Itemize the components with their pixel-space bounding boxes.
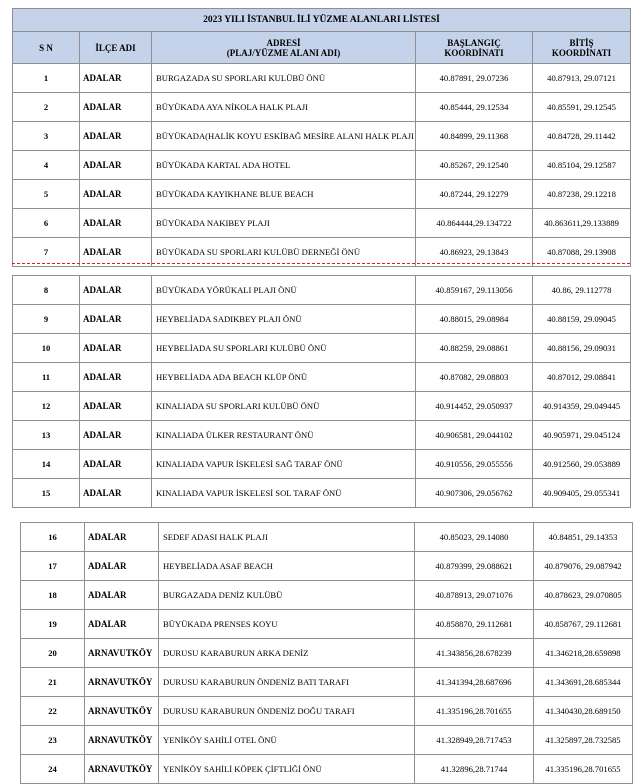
table-row xyxy=(21,697,633,726)
row-ilce: ARNAVUTKÖY xyxy=(85,755,159,784)
row-ilce: ADALAR xyxy=(80,363,152,392)
row-sn: 20 xyxy=(21,639,85,668)
table-row xyxy=(21,755,633,784)
table-row xyxy=(21,726,633,755)
row-bitis: 40.84851, 29.14353 xyxy=(534,523,633,552)
row-adres: HEYBELİADA ADA BEACH KLÜP ÖNÜ xyxy=(152,363,416,392)
row-sn: 15 xyxy=(13,479,80,508)
row-baslangic: 40.907306, 29.056762 xyxy=(416,479,533,508)
header-baslangic: BAŞLANGIÇ KOORDİNATI xyxy=(416,32,533,64)
row-bitis: 40.87913, 29.07121 xyxy=(533,64,631,93)
table-row xyxy=(13,64,631,93)
table-row xyxy=(13,363,631,392)
row-ilce: ADALAR xyxy=(85,581,159,610)
row-baslangic: 40.87244, 29.12279 xyxy=(416,180,533,209)
row-ilce: ADALAR xyxy=(80,334,152,363)
table-row xyxy=(13,180,631,209)
row-sn: 3 xyxy=(13,122,80,151)
row-baslangic: 40.87082, 29.08803 xyxy=(416,363,533,392)
row-baslangic: 40.878913, 29.071076 xyxy=(415,581,534,610)
table-row xyxy=(13,450,631,479)
row-baslangic: 40.86923, 29.13843 xyxy=(416,238,533,267)
row-bitis: 40.87012, 29.08841 xyxy=(533,363,631,392)
row-baslangic: 41.335196,28.701655 xyxy=(415,697,534,726)
row-bitis: 40.878623, 29.070805 xyxy=(534,581,633,610)
row-baslangic: 40.858870, 29.112681 xyxy=(415,610,534,639)
row-adres: KINALIADA ÜLKER RESTAURANT ÖNÜ xyxy=(152,421,416,450)
row-adres: BÜYÜKADA AYA NİKOLA HALK PLAJI xyxy=(152,93,416,122)
table-row xyxy=(13,122,631,151)
row-baslangic: 40.85444, 29.12534 xyxy=(416,93,533,122)
row-ilce: ADALAR xyxy=(80,392,152,421)
row-bitis: 40.84728, 29.11442 xyxy=(533,122,631,151)
row-bitis: 40.863611,29.133889 xyxy=(533,209,631,238)
row-sn: 21 xyxy=(21,668,85,697)
row-adres: DURUSU KARABURUN ARKA DENİZ xyxy=(159,639,415,668)
table-title: 2023 YILI İSTANBUL İLİ YÜZME ALANLARI LİSTESİ xyxy=(13,9,631,32)
row-bitis: 40.914359, 29.049445 xyxy=(533,392,631,421)
row-baslangic: 41.32896,28.71744 xyxy=(415,755,534,784)
row-baslangic: 41.343856,28.678239 xyxy=(415,639,534,668)
header-bitis: BİTİŞ KOORDİNATI xyxy=(533,32,631,64)
row-baslangic: 41.328949,28.717453 xyxy=(415,726,534,755)
row-ilce: ADALAR xyxy=(80,151,152,180)
header-ilce: İLÇE ADI xyxy=(80,32,152,64)
row-bitis: 41.343691,28.685344 xyxy=(534,668,633,697)
row-sn: 6 xyxy=(13,209,80,238)
row-adres: KINALIADA VAPUR İSKELESİ SOL TARAF ÖNÜ xyxy=(152,479,416,508)
row-sn: 2 xyxy=(13,93,80,122)
table-row xyxy=(21,668,633,697)
row-ilce: ADALAR xyxy=(85,552,159,581)
row-baslangic: 41.341394,28.687696 xyxy=(415,668,534,697)
row-sn: 13 xyxy=(13,421,80,450)
row-sn: 22 xyxy=(21,697,85,726)
row-baslangic: 40.85023, 29.14080 xyxy=(415,523,534,552)
row-bitis: 40.912560, 29.053889 xyxy=(533,450,631,479)
table-row xyxy=(13,305,631,334)
row-ilce: ADALAR xyxy=(80,479,152,508)
row-sn: 7 xyxy=(13,238,80,267)
row-baslangic: 40.879399, 29.088621 xyxy=(415,552,534,581)
table-row xyxy=(21,581,633,610)
row-sn: 5 xyxy=(13,180,80,209)
table-row xyxy=(21,639,633,668)
row-bitis: 41.340430,28.689150 xyxy=(534,697,633,726)
row-bitis: 40.909405, 29.055341 xyxy=(533,479,631,508)
row-ilce: ADALAR xyxy=(80,305,152,334)
row-adres: SEDEF ADASI HALK PLAJI xyxy=(159,523,415,552)
row-bitis: 40.85104, 29.12587 xyxy=(533,151,631,180)
table-row xyxy=(13,93,631,122)
row-baslangic: 40.914452, 29.050937 xyxy=(416,392,533,421)
row-adres: DURUSU KARABURUN ÖNDENİZ BATI TARAFI xyxy=(159,668,415,697)
row-adres: BÜYÜKADA(HALİK KOYU ESKİBAĞ MESİRE ALANI HALK PLAJI xyxy=(152,122,416,151)
table-row xyxy=(13,209,631,238)
row-sn: 19 xyxy=(21,610,85,639)
table-row xyxy=(13,151,631,180)
header-sn: S N xyxy=(13,32,80,64)
row-adres: HEYBELİADA SADIKBEY PLAJI ÖNÜ xyxy=(152,305,416,334)
header-adres: ADRESİ (PLAJ/YÜZME ALANI ADI) xyxy=(152,32,416,64)
row-sn: 23 xyxy=(21,726,85,755)
row-ilce: ADALAR xyxy=(80,122,152,151)
row-baslangic: 40.84899, 29.11368 xyxy=(416,122,533,151)
table-row xyxy=(21,610,633,639)
row-bitis: 40.88156, 29.09031 xyxy=(533,334,631,363)
row-sn: 12 xyxy=(13,392,80,421)
row-sn: 4 xyxy=(13,151,80,180)
pool-table-part-1 xyxy=(12,8,631,267)
table-row xyxy=(13,276,631,305)
pool-table-part-2 xyxy=(12,275,631,508)
row-sn: 18 xyxy=(21,581,85,610)
row-ilce: ADALAR xyxy=(80,209,152,238)
table-row xyxy=(21,523,633,552)
row-ilce: ADALAR xyxy=(80,450,152,479)
table-row xyxy=(13,334,631,363)
row-sn: 1 xyxy=(13,64,80,93)
row-baslangic: 40.864444,29.134722 xyxy=(416,209,533,238)
row-bitis: 41.325897,28.732585 xyxy=(534,726,633,755)
row-ilce: ADALAR xyxy=(80,238,152,267)
pool-table-part-3 xyxy=(20,522,633,784)
row-baslangic: 40.85267, 29.12540 xyxy=(416,151,533,180)
row-adres: BÜYÜKADA YÖRÜKALI PLAJI ÖNÜ xyxy=(152,276,416,305)
row-sn: 17 xyxy=(21,552,85,581)
row-bitis: 40.905971, 29.045124 xyxy=(533,421,631,450)
row-sn: 24 xyxy=(21,755,85,784)
row-ilce: ADALAR xyxy=(80,64,152,93)
row-ilce: ADALAR xyxy=(85,610,159,639)
row-bitis: 40.88159, 29.09045 xyxy=(533,305,631,334)
row-baslangic: 40.906581, 29.044102 xyxy=(416,421,533,450)
row-sn: 10 xyxy=(13,334,80,363)
row-ilce: ARNAVUTKÖY xyxy=(85,668,159,697)
row-ilce: ADALAR xyxy=(80,93,152,122)
row-bitis: 40.85591, 29.12545 xyxy=(533,93,631,122)
row-adres: HEYBELİADA ASAF BEACH xyxy=(159,552,415,581)
row-sn: 14 xyxy=(13,450,80,479)
row-sn: 16 xyxy=(21,523,85,552)
row-ilce: ADALAR xyxy=(80,180,152,209)
row-adres: BURGAZADA DENİZ KULÜBÜ xyxy=(159,581,415,610)
row-sn: 11 xyxy=(13,363,80,392)
row-adres: HEYBELİADA SU SPORLARI KULÜBÜ ÖNÜ xyxy=(152,334,416,363)
row-baslangic: 40.859167, 29.113056 xyxy=(416,276,533,305)
row-baslangic: 40.88015, 29.08984 xyxy=(416,305,533,334)
row-adres: BÜYÜKADA KAYIKHANE BLUE BEACH xyxy=(152,180,416,209)
row-ilce: ADALAR xyxy=(80,276,152,305)
table-row xyxy=(21,552,633,581)
row-adres: BÜYÜKADA NAKIBEY PLAJI xyxy=(152,209,416,238)
table-row xyxy=(13,479,631,508)
row-adres: YENİKÖY SAHİLİ OTEL ÖNÜ xyxy=(159,726,415,755)
row-ilce: ARNAVUTKÖY xyxy=(85,726,159,755)
row-ilce: ARNAVUTKÖY xyxy=(85,697,159,726)
page-break-line xyxy=(12,263,630,264)
row-adres: BÜYÜKADA PRENSES KOYU xyxy=(159,610,415,639)
row-sn: 9 xyxy=(13,305,80,334)
row-sn: 8 xyxy=(13,276,80,305)
row-baslangic: 40.87891, 29.07236 xyxy=(416,64,533,93)
row-bitis: 40.87088, 29.13908 xyxy=(533,238,631,267)
row-bitis: 41.335196,28.701655 xyxy=(534,755,633,784)
row-baslangic: 40.88259, 29.08861 xyxy=(416,334,533,363)
table-row xyxy=(13,392,631,421)
row-adres: DURUSU KARABURUN ÖNDENİZ DOĞU TARAFI xyxy=(159,697,415,726)
row-bitis: 40.86, 29.112778 xyxy=(533,276,631,305)
row-ilce: ADALAR xyxy=(85,523,159,552)
row-ilce: ADALAR xyxy=(80,421,152,450)
row-adres: KINALIADA SU SPORLARI KULÜBÜ ÖNÜ xyxy=(152,392,416,421)
row-bitis: 40.858767, 29.112681 xyxy=(534,610,633,639)
row-adres: BÜYÜKADA KARTAL ADA HOTEL xyxy=(152,151,416,180)
row-ilce: ARNAVUTKÖY xyxy=(85,639,159,668)
row-bitis: 40.87238, 29.12218 xyxy=(533,180,631,209)
row-baslangic: 40.910556, 29.055556 xyxy=(416,450,533,479)
row-adres: BURGAZADA SU SPORLARI KULÜBÜ ÖNÜ xyxy=(152,64,416,93)
table-row xyxy=(13,421,631,450)
row-adres: BÜYÜKADA SU SPORLARI KULÜBÜ DERNEĞİ ÖNÜ xyxy=(152,238,416,267)
row-adres: KINALIADA VAPUR İSKELESİ SAĞ TARAF ÖNÜ xyxy=(152,450,416,479)
row-adres: YENİKÖY SAHİLİ KÖPEK ÇİFTLİĞİ ÖNÜ xyxy=(159,755,415,784)
row-bitis: 40.879076, 29.087942 xyxy=(534,552,633,581)
row-bitis: 41.346218,28.659898 xyxy=(534,639,633,668)
